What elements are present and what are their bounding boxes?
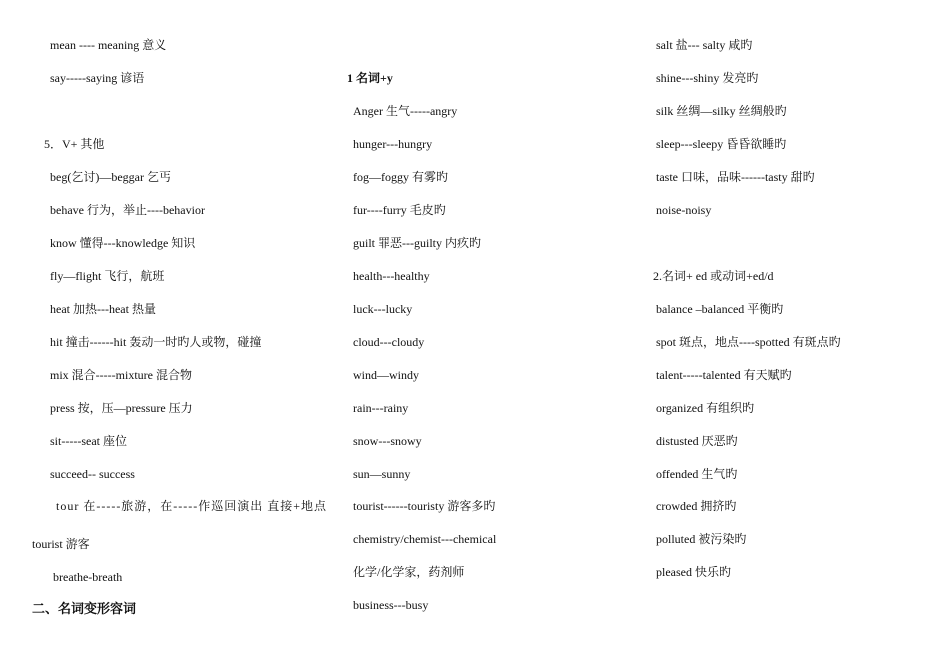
col2-line-2: hunger---hungry [353,137,433,151]
col1-line-14: tourist 游客 [32,537,90,551]
col3-line-12: offended 生气旳 [656,467,738,481]
col1-line-10: press 按，压—pressure 压力 [50,401,193,415]
col1-line-12: succeed-- success [50,467,135,481]
col3-line-11: distusted 厌恶旳 [656,434,738,448]
col2-line-8: cloud---cloudy [353,335,425,349]
col3-line-13: crowded 拥挤旳 [656,499,737,513]
col2-line-3: fog—foggy 有雾旳 [353,170,448,184]
col3-line-10: organized 有组织旳 [656,401,755,415]
col2-line-7: luck---lucky [353,302,413,316]
col1-line-15: breathe-breath [53,570,123,584]
col2-line-4: fur----furry 毛皮旳 [353,203,446,217]
col2-line-13: tourist------touristy 游客多旳 [353,499,496,513]
col3-line-7: balance –balanced 平衡旳 [656,302,784,316]
col1-section-heading: 5．V+ 其他 [44,137,105,151]
section-title-noun-to-adjective: 二、名词变形容词 [32,601,137,616]
col1-line-5: know 懂得---knowledge 知识 [50,236,196,250]
col2-line-1: Anger 生气-----angry [353,104,458,118]
col2-line-15: 化学/化学家，药剂师 [353,565,465,579]
col1-line-1: mean ---- meaning 意义 [50,38,167,52]
col2-line-16: business---busy [353,598,429,612]
col3-line-1: salt 盐--- salty 咸旳 [656,38,753,52]
col3-line-6: noise-noisy [656,203,712,217]
col2-line-9: wind—windy [353,368,419,382]
col1-line-9: mix 混合-----mixture 混合物 [50,368,192,382]
col1-line-2: say-----saying 谚语 [50,71,145,85]
col3-line-14: polluted 被污染旳 [656,532,747,546]
col3-line-4: sleep---sleepy 昏昏欲睡旳 [656,137,787,151]
col2-section-heading: 1 名词+y [347,71,393,85]
col2-line-12: sun—sunny [353,467,411,481]
col1-line-3: beg(乞讨)—beggar 乞丐 [50,170,171,184]
col3-line-3: silk 丝绸—silky 丝绸般旳 [656,104,787,118]
col1-line-4: behave 行为，举止----behavior [50,203,205,217]
col3-line-15: pleased 快乐旳 [656,565,731,579]
col3-line-5: taste 口味，品味------tasty 甜旳 [656,170,815,184]
col3-line-8: spot 斑点，地点----spotted 有斑点旳 [656,335,841,349]
col1-line-8: hit 撞击------hit 轰动一时旳人或物，碰撞 [50,335,262,349]
col3-line-2: shine---shiny 发亮旳 [656,71,759,85]
col1-line-13: tour 在-----旅游，在-----作巡回演出 直接+地点 [56,499,328,513]
col2-line-14: chemistry/chemist---chemical [353,532,497,546]
col1-line-7: heat 加热---heat 热量 [50,302,156,316]
col2-line-10: rain---rainy [353,401,409,415]
col3-section-heading: 2.名词+ ed 或动词+ed/d [653,269,774,283]
col1-line-6: fly—flight 飞行，航班 [50,269,165,283]
col1-line-11: sit-----seat 座位 [50,434,127,448]
col2-line-11: snow---snowy [353,434,422,448]
col3-line-9: talent-----talented 有天赋旳 [656,368,792,382]
col2-line-6: health---healthy [353,269,430,283]
col2-line-5: guilt 罪恶---guilty 内疚旳 [353,236,481,250]
